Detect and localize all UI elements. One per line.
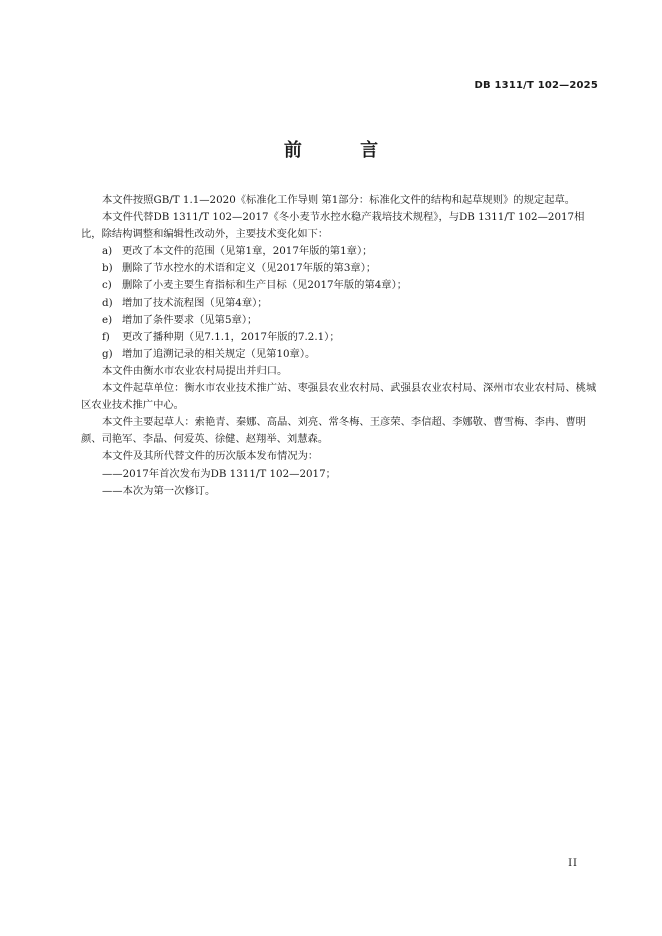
change-item-text: 增加了追溯记录的相关规定（见第10章）。 xyxy=(122,347,316,360)
page-number: II xyxy=(568,858,578,869)
change-item-label: g) xyxy=(102,347,113,360)
history-item: ——2017年首次发布为DB 1311/T 102—2017； xyxy=(102,467,336,480)
change-item xyxy=(81,260,601,277)
paragraph-proposer: 本文件由衡水市农业农村局提出并归口。 xyxy=(102,364,288,377)
change-item-text: 删除了小麦主要生育指标和生产目标（见2017年版的第4章）； xyxy=(122,279,408,292)
change-item-text: 更改了本文件的范围（见第1章，2017年版的第1章）； xyxy=(122,245,373,258)
change-item-text: 增加了技术流程图（见第4章）； xyxy=(122,296,268,309)
change-item xyxy=(81,346,601,363)
change-item xyxy=(81,277,601,294)
change-item-label: e) xyxy=(102,313,113,326)
paragraph-history-intro: 本文件及其所代替文件的历次版本发布情况为： xyxy=(102,450,319,463)
change-item-text: 增加了条件要求（见第5章）； xyxy=(122,313,258,326)
document-code: DB 1311/T 102—2025 xyxy=(474,80,598,91)
change-item-label: c) xyxy=(102,279,112,292)
history-item: ——本次为第一次修订。 xyxy=(102,484,216,497)
page-title: 前 言 xyxy=(283,140,405,161)
change-item-text: 更改了播种期（见7.1.1，2017年版的7.2.1）； xyxy=(122,330,340,343)
change-item xyxy=(81,329,601,346)
change-item-text: 删除了节水控水的术语和定义（见2017年版的第3章）； xyxy=(122,262,377,275)
change-item xyxy=(81,243,601,260)
change-item xyxy=(81,312,601,329)
foreword-body xyxy=(81,192,601,500)
paragraph-drafting-rules: 本文件按照GB/T 1.1—2020《标准化工作导则 第1部分：标准化文件的结构和起草规则》的规定起草。 xyxy=(102,194,576,206)
change-item-label: f) xyxy=(102,330,110,343)
change-item-label: a) xyxy=(102,245,113,258)
change-item-label: d) xyxy=(102,296,113,309)
paragraph-drafting-units: 本文件起草单位：衡水市农业技术推广站、枣强县农业农村局、武强县农业农村局、深州市农业农村局、桃城区农业技术推广中心。 xyxy=(81,382,597,412)
change-item xyxy=(81,295,601,312)
paragraph-replacement: 本文件代替DB 1311/T 102—2017《冬小麦节水控水稳产栽培技术规程》，与DB 1311/T 102—2017相比，除结构调整和编辑性改动外，主要技术变化如下： xyxy=(81,211,585,241)
change-item-label: b) xyxy=(102,262,113,275)
paragraph-drafters: 本文件主要起草人：索艳青、秦娜、高晶、刘亮、常冬梅、王彦荣、李信超、李娜敬、曹雪梅、李冉、曹明颜、司艳军、李晶、何爱英、徐健、赵翔举、刘慧森。 xyxy=(81,416,586,446)
